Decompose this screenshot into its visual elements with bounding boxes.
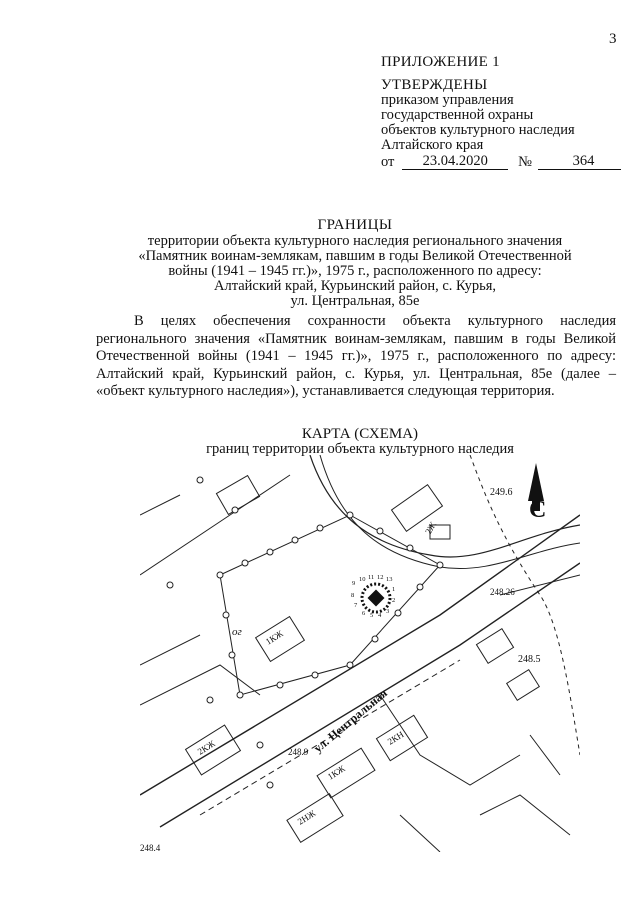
page-number: 3 bbox=[609, 31, 617, 47]
title-line: ул. Центральная, 85е bbox=[290, 293, 420, 309]
svg-text:10: 10 bbox=[359, 576, 366, 583]
title-heading: ГРАНИЦЫ bbox=[317, 217, 393, 233]
svg-text:1: 1 bbox=[392, 586, 396, 593]
building-label: 2НЖ bbox=[295, 808, 318, 827]
title-line: Алтайский край, Курьинский район, с. Курья, bbox=[214, 278, 496, 294]
map-subtitle: границ территории объекта культурного наследия bbox=[206, 441, 514, 457]
approval-line: объектов культурного наследия bbox=[381, 122, 575, 138]
elevation-label: 249.6 bbox=[490, 487, 513, 498]
svg-text:7: 7 bbox=[354, 602, 358, 609]
approval-block bbox=[381, 55, 621, 170]
approved-label: УТВЕРЖДЕНЫ bbox=[381, 77, 488, 93]
svg-text:13: 13 bbox=[386, 576, 393, 583]
map-drawing bbox=[140, 455, 580, 852]
elevation-label: 248.4 bbox=[140, 843, 161, 852]
title-line: «Памятник воинам-землякам, павшим в годы Великой Отечественной bbox=[138, 248, 572, 264]
svg-text:4: 4 bbox=[378, 612, 382, 619]
map-title bbox=[150, 427, 570, 457]
north-arrow-icon bbox=[528, 463, 546, 523]
street-label: ул. Центральная bbox=[310, 685, 390, 756]
svg-text:11: 11 bbox=[368, 574, 375, 581]
svg-text:8: 8 bbox=[351, 592, 355, 599]
document-title bbox=[120, 218, 590, 309]
site-map bbox=[140, 455, 580, 852]
map-heading: КАРТА (СХЕМА) bbox=[301, 426, 419, 442]
svg-text:12: 12 bbox=[377, 574, 384, 581]
svg-text:9: 9 bbox=[352, 580, 356, 587]
elevation-label: 248.26 bbox=[490, 587, 515, 597]
svg-text:3: 3 bbox=[386, 608, 390, 615]
body-paragraph: В целях обеспечения сохранности объекта культурного наследия регионального значения «Памятник воинам-землякам, павшим в годы Великой Отечественной войны (1941 – 1945 гг.)», 1975 г., расположенного по адресу: Алтайский край, Курьинский район, с. Курья, ул. Центральная, 85е (далее – «объект культурного наследия»), устанавливается следующая территория. bbox=[96, 313, 616, 399]
building-label: 1КЖ bbox=[263, 628, 285, 647]
order-date: 23.04.2020 bbox=[402, 154, 508, 170]
number-sign: № bbox=[518, 154, 533, 170]
date-prefix: от bbox=[381, 154, 395, 170]
order-line bbox=[381, 154, 621, 170]
approval-line: государственной охраны bbox=[381, 107, 534, 123]
svg-text:2: 2 bbox=[392, 597, 396, 604]
building-label: 1КЖ bbox=[325, 763, 347, 782]
svg-text:6: 6 bbox=[362, 610, 366, 617]
area-label: ог bbox=[232, 626, 242, 638]
appendix-label: ПРИЛОЖЕНИЕ 1 bbox=[381, 54, 500, 70]
approval-line: Алтайского края bbox=[381, 137, 484, 153]
elevation-label: 248.5 bbox=[518, 654, 541, 665]
elevation-label: 248.9 bbox=[288, 747, 309, 757]
approval-line: приказом управления bbox=[381, 92, 514, 108]
building-label: 2Ж bbox=[423, 520, 439, 536]
north-letter: С bbox=[529, 497, 547, 523]
order-number: 364 bbox=[538, 154, 621, 170]
svg-text:5: 5 bbox=[370, 612, 374, 619]
building-label: 2КН bbox=[385, 729, 406, 747]
title-line: войны (1941 – 1945 гг.)», 1975 г., расположенного по адресу: bbox=[168, 263, 542, 279]
building-label: 2КЖ bbox=[195, 738, 217, 757]
title-line: территории объекта культурного наследия регионального значения bbox=[147, 233, 563, 249]
